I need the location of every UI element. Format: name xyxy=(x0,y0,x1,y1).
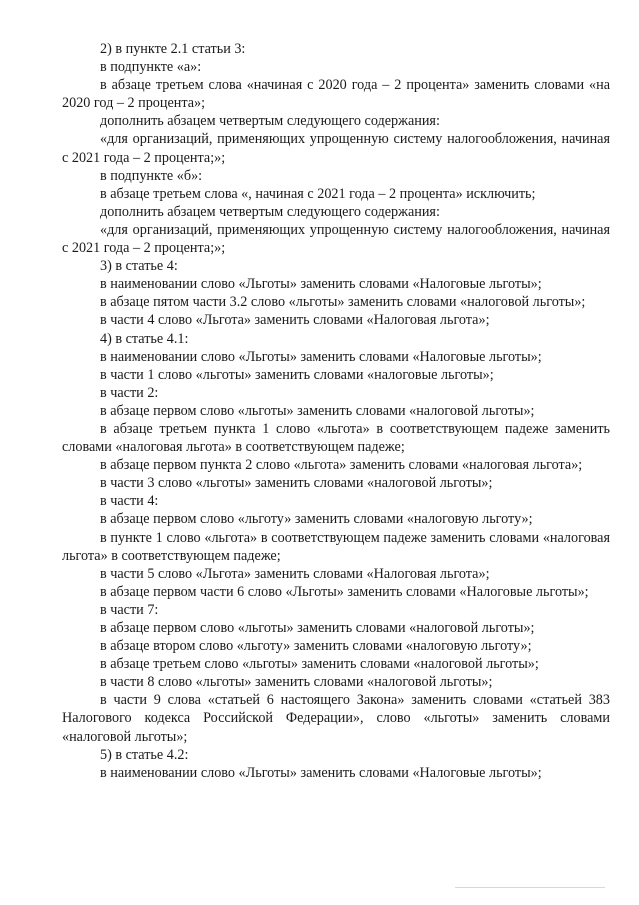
paragraph: дополнить абзацем четвертым следующего содержания: xyxy=(100,203,440,220)
paragraph: в абзаце третьем слова «начиная с 2020 года – 2 процента» заменить словами «на 2020 год – 2 процента»; xyxy=(62,77,610,112)
paragraph: в абзаце пятом части 3.2 слово «льготы» заменить словами «налоговой льготы»; xyxy=(100,294,586,311)
paragraph-subitem-a: в подпункте «а»: xyxy=(100,59,202,76)
paragraph: в абзаце первом слово «льготу» заменить словами «налоговую льготу»; xyxy=(100,511,533,528)
paragraph: в части 4: xyxy=(100,493,159,510)
document-body xyxy=(62,40,610,782)
paragraph: в абзаце втором слово «льготу» заменить словами «налоговую льготу»; xyxy=(100,638,532,655)
paragraph: в абзаце первом пункта 2 слово «льгота» заменить словами «налоговая льгота»; xyxy=(100,457,583,474)
paragraph: в части 4 слово «Льгота» заменить словами «Налоговая льгота»; xyxy=(100,312,490,329)
paragraph: дополнить абзацем четвертым следующего содержания: xyxy=(100,113,440,130)
paragraph: в наименовании слово «Льготы» заменить словами «Налоговые льготы»; xyxy=(100,348,542,365)
paragraph: в абзаце третьем слова «, начиная с 2021 года – 2 процента» исключить; xyxy=(100,185,536,202)
paragraph: в части 2: xyxy=(100,384,159,401)
paragraph-item-5: 5) в статье 4.2: xyxy=(100,746,189,763)
paragraph: «для организаций, применяющих упрощенную систему налогообложения, начиная с 2021 года – 2 процента;»; xyxy=(62,131,610,166)
paragraph: в части 7: xyxy=(100,601,159,618)
paragraph: в части 5 слово «Льгота» заменить словами «Налоговая льгота»; xyxy=(100,565,490,582)
paragraph: в пункте 1 слово «льгота» в соответствующем падеже заменить словами «налоговая льгота» в соответствующем падеже; xyxy=(62,529,610,564)
paragraph: в абзаце третьем слово «льготы» заменить словами «налоговой льготы»; xyxy=(100,656,539,673)
paragraph: в абзаце третьем пункта 1 слово «льгота» в соответствующем падеже заменить словами «налоговая льгота» в соответствующем падеже; xyxy=(62,420,610,456)
paragraph-item-3: 3) в статье 4: xyxy=(100,258,178,275)
paragraph-item-2: 2) в пункте 2.1 статьи 3: xyxy=(100,41,246,57)
paragraph: «для организаций, применяющих упрощенную систему налогообложения, начиная с 2021 года – 2 процента;»; xyxy=(62,221,610,257)
paragraph: в абзаце первом части 6 слово «Льготы» заменить словами «Налоговые льготы»; xyxy=(100,583,589,600)
paragraph: в части 1 слово «льготы» заменить словами «налоговые льготы»; xyxy=(100,366,494,383)
paragraph-item-4: 4) в статье 4.1: xyxy=(100,330,189,347)
paragraph: в части 8 слово «льготы» заменить словами «налоговой льготы»; xyxy=(100,674,493,691)
paragraph: в наименовании слово «Льготы» заменить словами «Налоговые льготы»; xyxy=(100,764,542,781)
paragraph-subitem-b: в подпункте «б»: xyxy=(100,167,203,184)
paragraph: в части 9 слова «статьей 6 настоящего Закона» заменить словами «статьей 383 Налогового кодекса Российской Федерации», слово «льготы» заменить словами «налоговой льготы»; xyxy=(62,692,610,745)
paragraph: в абзаце первом слово «льготы» заменить словами «налоговой льготы»; xyxy=(100,620,535,636)
paragraph: в части 3 слово «льготы» заменить словами «налоговой льготы»; xyxy=(100,475,493,492)
scan-artifact-line xyxy=(455,887,605,888)
paragraph: в абзаце первом слово «льготы» заменить словами «налоговой льготы»; xyxy=(100,402,535,419)
paragraph: в наименовании слово «Льготы» заменить словами «Налоговые льготы»; xyxy=(100,276,542,293)
